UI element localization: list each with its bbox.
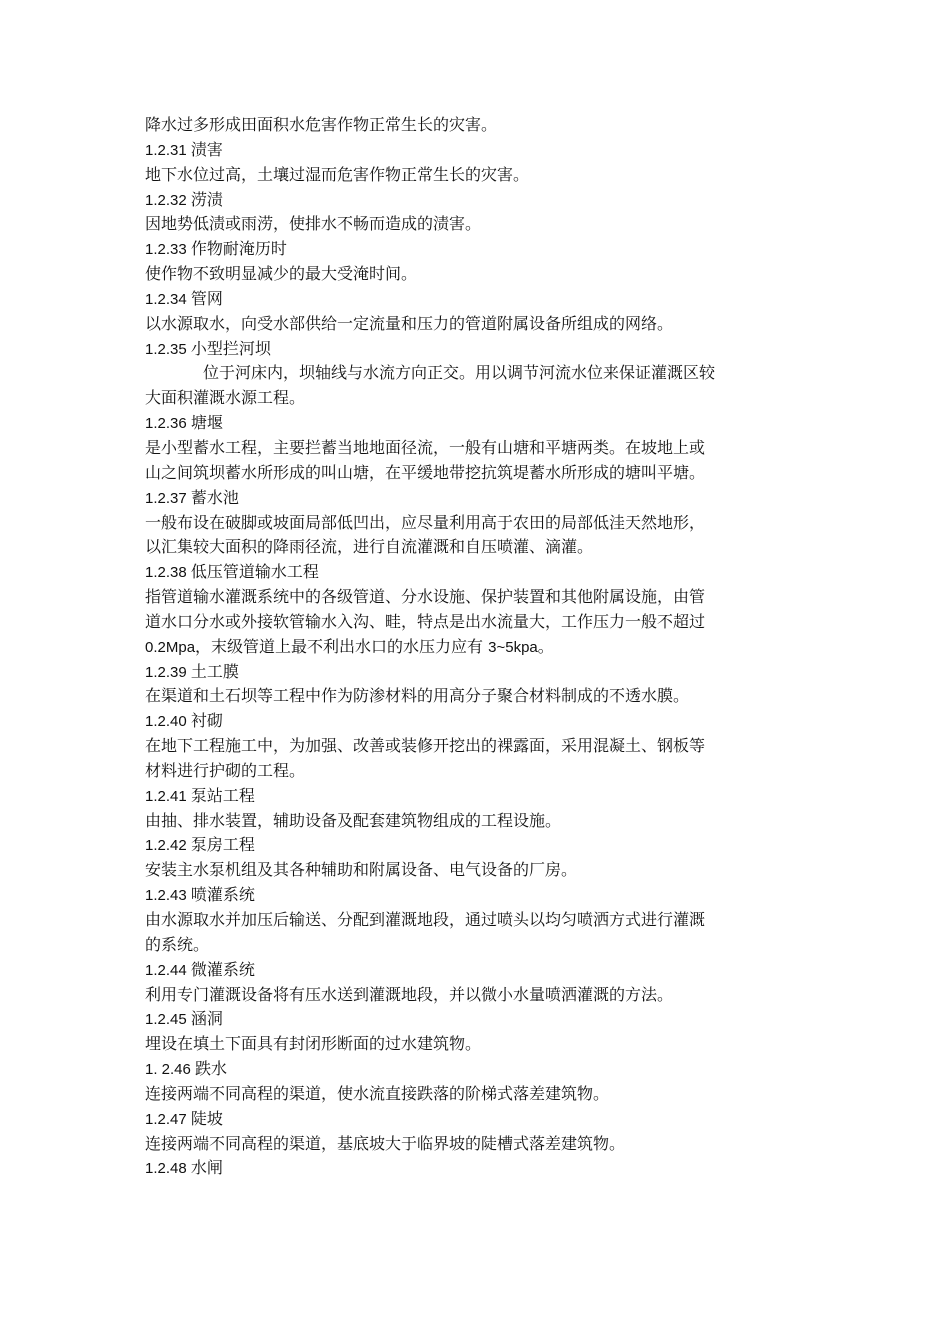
line-text: 涝渍	[190, 189, 223, 209]
line-text: 喷灌系统	[190, 885, 255, 905]
line-text: 小型拦河坝	[190, 338, 271, 358]
paragraph-line	[145, 113, 815, 138]
text-line	[145, 486, 815, 511]
section-number: 1.2.34	[145, 290, 191, 308]
line-text: 降水过多形成田面积水危害作物正常生长的灾害。	[145, 115, 498, 134]
text-line	[145, 287, 815, 312]
paragraph-line	[145, 933, 815, 958]
paragraph-line	[145, 436, 815, 461]
text-line	[145, 1107, 815, 1132]
document-page	[145, 113, 815, 1181]
paragraph-line	[145, 361, 815, 386]
line-text: 以水源取水，向受水部供给一定流量和压力的管道附属设备所组成的网络。	[145, 313, 674, 333]
paragraph-line	[145, 163, 815, 188]
line-text: 材料进行护砌的工程。	[145, 760, 306, 780]
section-number: 1.2.40	[145, 713, 191, 731]
line-text: 涵洞	[190, 1009, 223, 1029]
paragraph-line	[145, 262, 815, 287]
section-number: 1.2.41	[145, 787, 191, 805]
line-text-tail: 。	[537, 636, 554, 656]
text-line	[145, 1057, 815, 1082]
line-text: 跌水	[195, 1059, 228, 1079]
line-text: 埋设在填土下面具有封闭形断面的过水建筑物。	[145, 1034, 482, 1054]
line-text: 陡坡	[190, 1108, 223, 1128]
line-text: 低压管道输水工程	[190, 562, 319, 582]
text-line	[145, 709, 815, 734]
line-text: 塘堰	[190, 413, 223, 433]
line-text: 利用专门灌溉设备将有压水送到灌溉地段，并以微小水量喷洒灌溉的方法。	[145, 984, 674, 1004]
line-text: 微灌系统	[190, 959, 255, 979]
section-number: 1.2.38	[145, 564, 191, 582]
line-text: 在地下工程施工中，为加强、改善或装修开挖出的裸露面，采用混凝土、钢板等	[145, 736, 706, 756]
paragraph-line	[145, 1082, 815, 1107]
paragraph-line	[145, 212, 815, 237]
line-text: 是小型蓄水工程，主要拦蓄当地地面径流，一般有山塘和平塘两类。在坡地上或	[145, 437, 706, 457]
text-line	[145, 560, 815, 585]
paragraph-line	[145, 511, 815, 536]
line-text: 因地势低渍或雨涝，使排水不畅而造成的渍害。	[145, 214, 482, 234]
paragraph-line	[145, 461, 815, 486]
paragraph-line	[145, 684, 815, 709]
text-line	[145, 337, 815, 362]
line-text: 山之间筑坝蓄水所形成的叫山塘，在平缓地带挖抗筑堤蓄水所形成的塘叫平塘。	[145, 462, 706, 482]
paragraph-line	[145, 983, 815, 1008]
line-text: 地下水位过高，土壤过湿而危害作物正常生长的灾害。	[145, 164, 530, 184]
line-text: 使作物不致明显减少的最大受淹时间。	[145, 264, 418, 284]
line-text: 由水源取水并加压后输送、分配到灌溉地段，通过喷头以均匀喷洒方式进行灌溉	[145, 910, 706, 929]
line-text: 以汇集较大面积的降雨径流，进行自流灌溉和自压喷灌、滴灌。	[145, 537, 594, 557]
text-line	[145, 1156, 815, 1181]
section-number: 1.2.47	[145, 1110, 191, 1128]
text-line	[145, 188, 815, 213]
line-text: 泵站工程	[190, 785, 255, 805]
paragraph-line	[145, 535, 815, 560]
line-text: 在渠道和土石坝等工程中作为防渗材料的用高分子聚合材料制成的不透水膜。	[145, 686, 690, 706]
line-text: 泵房工程	[190, 835, 255, 855]
paragraph-line	[145, 809, 815, 834]
section-number: 1.2.36	[145, 415, 191, 433]
section-number: 1.2.33	[145, 241, 191, 259]
paragraph-line	[145, 585, 815, 610]
paragraph-line	[145, 312, 815, 337]
text-line	[145, 660, 815, 685]
section-number: 1.2.48	[145, 1160, 191, 1178]
line-text: 作物耐淹历时	[190, 239, 287, 259]
line-text: 土工膜	[190, 661, 239, 681]
paragraph-line	[145, 734, 815, 759]
text-line	[145, 635, 815, 660]
text-line	[145, 237, 815, 262]
line-text: 衬砌	[190, 711, 223, 731]
line-text: 道水口分水或外接软管输水入沟、畦，特点是出水流量大，工作压力一般不超过	[145, 611, 706, 631]
section-number: 0.2Mpa	[145, 638, 196, 656]
section-number: 1.2.32	[145, 191, 191, 209]
section-number: 1.2.39	[145, 663, 191, 681]
line-text: ，末级管道上最不利出水口的水压力应有	[195, 636, 489, 656]
paragraph-line	[145, 610, 815, 635]
text-line	[145, 138, 815, 163]
section-number: 1.2.37	[145, 489, 191, 507]
text-line	[145, 883, 815, 908]
line-text: 连接两端不同高程的渠道，基底坡大于临界坡的陡槽式落差建筑物。	[145, 1133, 626, 1153]
line-text: 的系统。	[145, 934, 210, 954]
line-text: 渍害	[190, 139, 223, 159]
text-line	[145, 411, 815, 436]
line-text: 指管道输水灌溉系统中的各级管道、分水设施、保护装置和其他附属设施，由管	[145, 587, 706, 607]
paragraph-line	[145, 1032, 815, 1057]
text-line	[145, 1007, 815, 1032]
text-line	[145, 784, 815, 809]
section-number: 1.2.45	[145, 1011, 191, 1029]
text-line	[145, 958, 815, 983]
section-number: 1. 2.46	[145, 1061, 196, 1079]
line-text: 连接两端不同高程的渠道，使水流直接跌落的阶梯式落差建筑物。	[145, 1083, 610, 1103]
paragraph-line	[145, 858, 815, 883]
line-text: 一般布设在破脚或坡面局部低凹出，应尽量利用高于农田的局部低洼天然地形，	[145, 512, 706, 532]
paragraph-line	[145, 759, 815, 784]
section-number: 1.2.35	[145, 340, 191, 358]
line-text: 安装主水泵机组及其各种辅助和附属设备、电气设备的厂房。	[145, 860, 578, 880]
line-text: 管网	[190, 288, 223, 308]
inline-value: 3~5kpa	[488, 638, 538, 656]
paragraph-line	[145, 908, 815, 933]
text-line	[145, 833, 815, 858]
section-number: 1.2.42	[145, 837, 191, 855]
line-text: 位于河床内，坝轴线与水流方向正交。用以调节河流水位来保证灌溉区较	[203, 363, 716, 383]
section-number: 1.2.43	[145, 887, 191, 905]
line-text: 由抽、排水装置，辅助设备及配套建筑物组成的工程设施。	[145, 810, 562, 830]
line-text: 蓄水池	[190, 487, 239, 507]
section-number: 1.2.44	[145, 961, 191, 979]
paragraph-line	[145, 386, 815, 411]
line-text: 大面积灌溉水源工程。	[145, 388, 306, 408]
section-number: 1.2.31	[145, 141, 191, 159]
paragraph-line	[145, 1132, 815, 1157]
line-text: 水闸	[190, 1158, 223, 1178]
